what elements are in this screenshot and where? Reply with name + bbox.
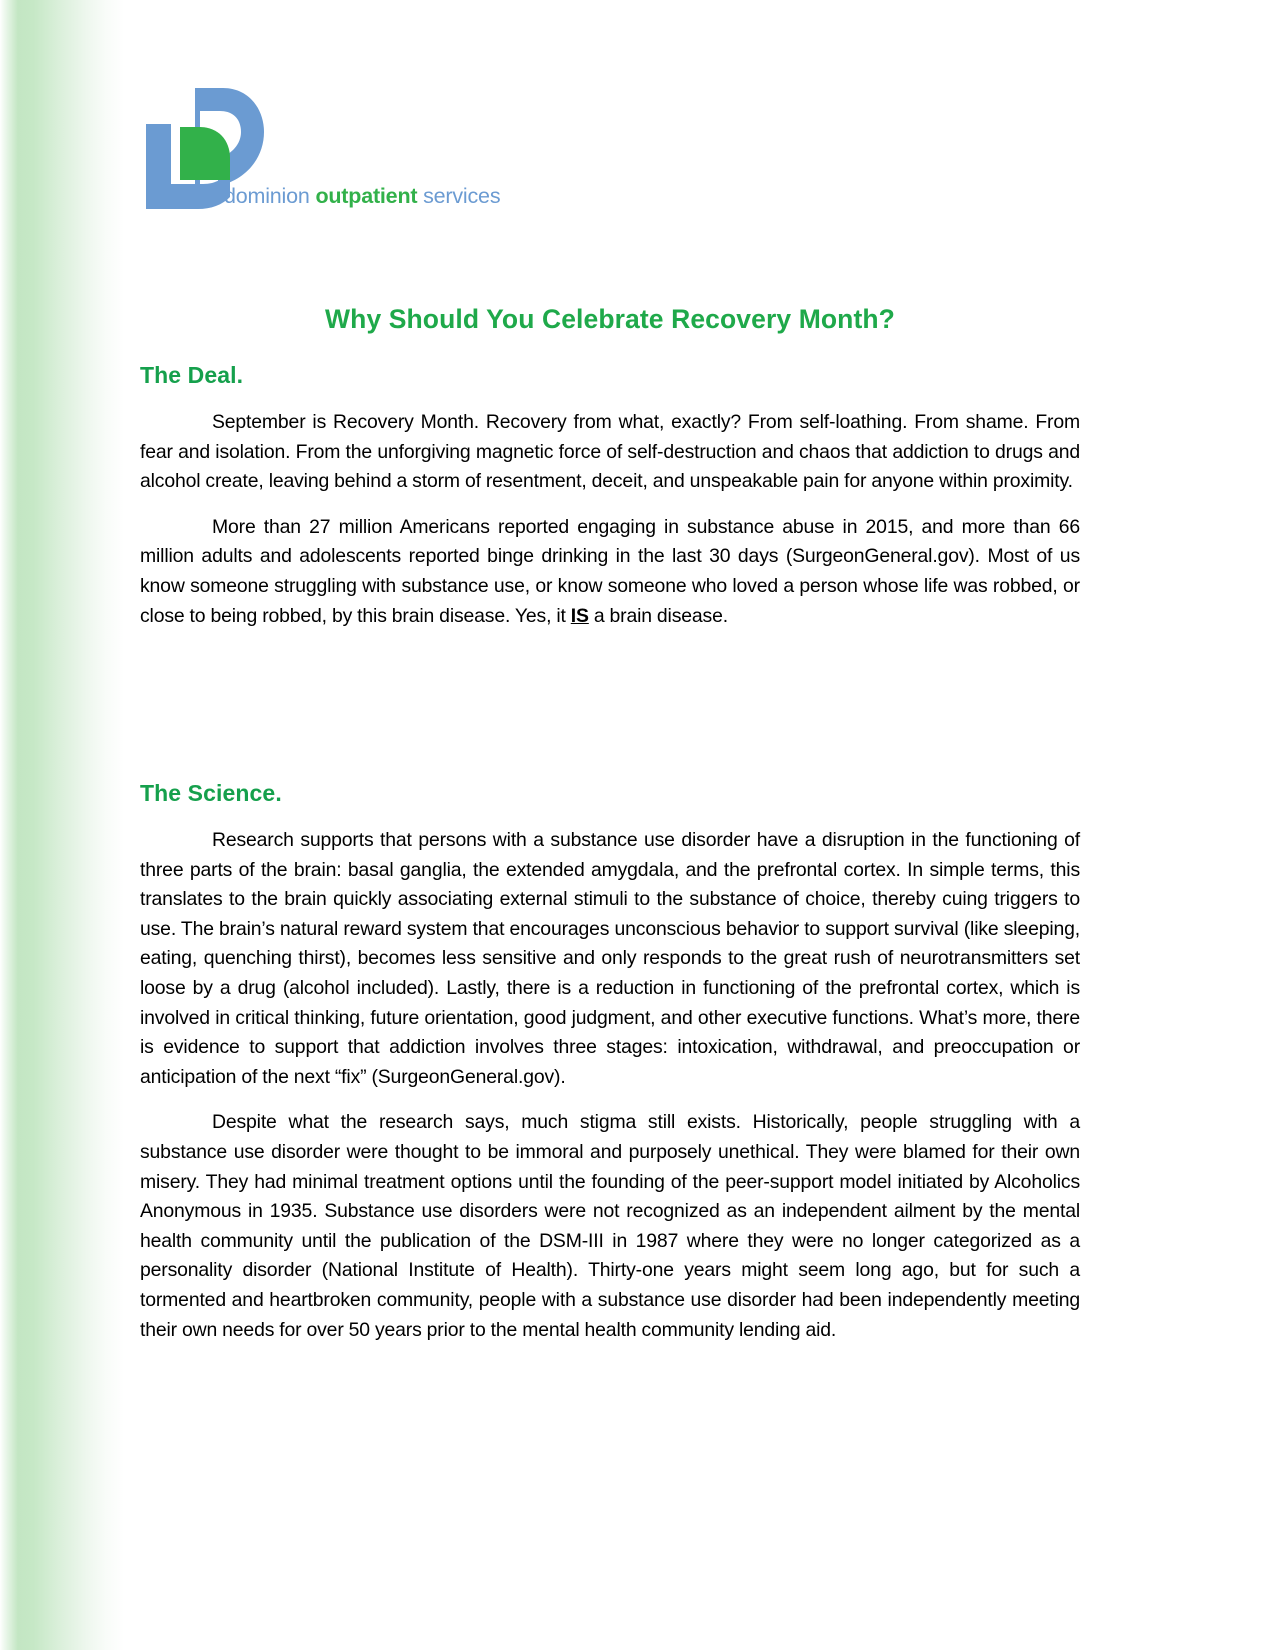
section-body-the-science (140, 826, 1080, 1345)
section-heading-the-deal: The Deal. (140, 362, 244, 388)
section-heading-the-science: The Science. (140, 780, 282, 806)
logo-word-dominion: dominion (224, 184, 316, 208)
paragraph-tail-text: a brain disease. (588, 604, 728, 627)
paragraph: Research supports that persons with a substance use disorder have a disruption in the functioning of three parts of the brain: basal ganglia, the extended amygdala, and the prefrontal cortex. In simple terms, this translates to the brain quickly associating external stimuli to the substance of choice, thereby cuing triggers to use. The brain’s natural reward system that encourages unconscious behavior to support survival (like sleeping, eating, quenching thirst), becomes less sensitive and only responds to the great rush of neurotransmitters set loose by a drug (alcohol included). Lastly, there is a reduction in functioning of the prefrontal cortex, which is involved in critical thinking, future orientation, good judgment, and other executive functions. What’s more, there is evidence to support that addiction involves three stages: intoxication, withdrawal, and preoccupation or anticipation of the next “fix” (SurgeonGeneral.gov). (140, 829, 1080, 1088)
page-title: Why Should You Celebrate Recovery Month? (325, 304, 895, 334)
logo-wordmark (224, 184, 500, 209)
logo-word-outpatient: outpatient (315, 184, 418, 208)
company-logo (140, 84, 501, 216)
paragraph: September is Recovery Month. Recovery from what, exactly? From self-loathing. From shame. From fear and isolation. From the unforgiving magnetic force of self-destruction and chaos that addiction to drugs and alcohol create, leaving behind a storm of resentment, deceit, and unspeakable pain for anyone within proximity. (140, 411, 1080, 493)
logo-word-services: services (417, 184, 501, 208)
paragraph (140, 513, 1080, 631)
emphasis-is: IS (570, 604, 589, 627)
section-body-the-deal (140, 408, 1080, 631)
paragraph: Despite what the research says, much stigma still exists. Historically, people struggling with a substance use disorder were thought to be immoral and purposely unethical. They were blamed for their own misery. They had minimal treatment options until the founding of the peer-support model initiated by Alcoholics Anonymous in 1935. Substance use disorders were not recognized as an independent ailment by the mental health community until the publication of the DSM-III in 1987 where they were no longer categorized as a personality disorder (National Institute of Health). Thirty-one years might seem long ago, but for such a tormented and heartbroken community, people with a substance use disorder had been independently meeting their own needs for over 50 years prior to the mental health community lending aid. (140, 1111, 1080, 1341)
paragraph-lead-text: More than 27 million Americans reported engaging in substance abuse in 2015, and more than 66 million adults and adolescents reported binge drinking in the last 30 days (SurgeonGeneral.gov). Most of us know someone struggling with substance use, or know someone who loved a person whose life was robbed, or close to being robbed, by this brain disease. Yes, it (140, 515, 1080, 627)
